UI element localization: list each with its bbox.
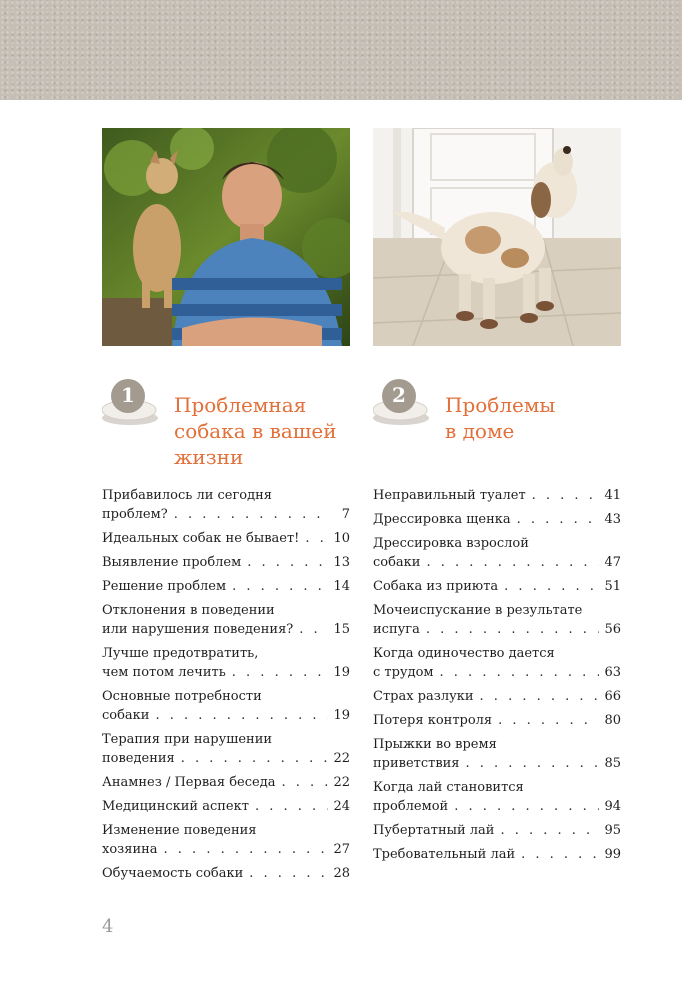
toc-entry-title: Дрессировка взрослой [373, 536, 529, 551]
toc-page-number: 51 [604, 579, 621, 594]
toc-chapter-2 [373, 486, 621, 869]
toc-entry[interactable] [373, 735, 621, 773]
man-with-dog-photo [102, 128, 350, 346]
chapter-number: 2 [392, 383, 406, 407]
toc-page-number: 14 [333, 579, 350, 594]
dot-leader [281, 773, 328, 792]
top-texture-band [0, 0, 682, 100]
toc-page-number: 94 [604, 799, 621, 814]
toc-entry-title: Выявление проблем [102, 555, 242, 570]
dot-leader [498, 711, 599, 730]
toc-entry[interactable] [373, 510, 621, 529]
toc-entry-title: поведения [102, 751, 175, 766]
toc-entry-title: проблемой [373, 799, 449, 814]
toc-entry-title: Когда лай становится [373, 780, 524, 795]
toc-entry-title: Потеря контроля [373, 713, 493, 728]
dot-leader [480, 687, 599, 706]
toc-page-number: 47 [604, 555, 621, 570]
toc-entry[interactable] [102, 797, 350, 816]
toc-entry[interactable] [373, 778, 621, 816]
dot-leader [466, 754, 599, 773]
toc-page-number: 66 [604, 689, 621, 704]
dot-leader [249, 864, 328, 883]
dot-leader [255, 797, 328, 816]
howling-dog-photo [373, 128, 621, 346]
toc-page-number: 7 [341, 507, 350, 522]
bowl-icon [102, 378, 166, 426]
toc-entry-title: приветствия [373, 756, 460, 771]
dot-leader [426, 553, 599, 572]
toc-page-number: 85 [604, 756, 621, 771]
dot-leader [504, 577, 599, 596]
toc-entry[interactable] [373, 577, 621, 596]
toc-entry[interactable] [102, 601, 350, 639]
toc-entry[interactable] [102, 529, 350, 548]
toc-page-number: 56 [604, 622, 621, 637]
toc-page-number: 99 [604, 847, 621, 862]
toc-entry[interactable] [102, 773, 350, 792]
toc-entry-title: Медицинский аспект [102, 799, 249, 814]
dot-leader [517, 510, 599, 529]
bowl-icon [373, 378, 437, 426]
toc-entry-title: Решение проблем [102, 579, 227, 594]
dot-leader [532, 486, 599, 505]
toc-page-number: 27 [333, 842, 350, 857]
toc-entry[interactable] [102, 864, 350, 883]
toc-page-number: 19 [333, 708, 350, 723]
dot-leader [426, 620, 599, 639]
toc-entry-title: Страх разлуки [373, 689, 474, 704]
toc-entry[interactable] [373, 644, 621, 682]
toc-chapter-1 [102, 486, 350, 888]
toc-page-number: 10 [333, 531, 350, 546]
toc-entry-title: Прибавилось ли сегодня [102, 488, 272, 503]
toc-entry-title: чем потом лечить [102, 665, 226, 680]
toc-entry[interactable] [373, 486, 621, 505]
toc-entry-title: Требовательный лай [373, 847, 516, 862]
toc-entry[interactable] [102, 577, 350, 596]
toc-page-number: 80 [604, 713, 621, 728]
toc-entry-title: Обучаемость собаки [102, 866, 244, 881]
toc-page-number: 19 [333, 665, 350, 680]
chapter-title: Проблемная собака в вашей жизни [174, 393, 337, 469]
toc-entry-title: проблем? [102, 507, 168, 522]
dot-leader [440, 663, 599, 682]
toc-entry-title: Идеальных собак не бывает! [102, 531, 300, 546]
toc-entry[interactable] [102, 553, 350, 572]
toc-entry-title: Лучше предотвратить, [102, 646, 259, 661]
toc-entry[interactable] [373, 534, 621, 572]
toc-entry-title: хозяина [102, 842, 158, 857]
dot-leader [247, 553, 328, 572]
dot-leader [232, 577, 328, 596]
toc-page-number: 22 [333, 751, 350, 766]
toc-entry-title: Собака из приюта [373, 579, 499, 594]
dot-leader [500, 821, 599, 840]
toc-entry-title: Анамнез / Первая беседа [102, 775, 276, 790]
toc-entry[interactable] [102, 486, 350, 524]
dot-leader [305, 529, 328, 548]
toc-entry-title: собаки [102, 708, 150, 723]
toc-entry-title: собаки [373, 555, 421, 570]
dot-leader [174, 505, 328, 524]
toc-entry-title: Отклонения в поведении [102, 603, 275, 618]
toc-entry-title: с трудом [373, 665, 434, 680]
dot-leader [155, 706, 328, 725]
toc-entry[interactable] [373, 821, 621, 840]
toc-page-number: 13 [333, 555, 350, 570]
dot-leader [521, 845, 599, 864]
toc-entry[interactable] [373, 711, 621, 730]
toc-entry-title: или нарушения поведения? [102, 622, 294, 637]
toc-entry-title: Пубертатный лай [373, 823, 495, 838]
page-number: 4 [102, 916, 114, 937]
toc-entry[interactable] [102, 821, 350, 859]
toc-page-number: 41 [604, 488, 621, 503]
toc-entry-title: Неправильный туалет [373, 488, 526, 503]
dot-leader [232, 663, 328, 682]
toc-page-number: 43 [604, 512, 621, 527]
dot-leader [454, 797, 599, 816]
dot-leader [181, 749, 328, 768]
dot-leader [299, 620, 328, 639]
toc-entry[interactable] [102, 644, 350, 682]
dot-leader [164, 840, 328, 859]
toc-entry[interactable] [373, 687, 621, 706]
toc-page-number: 63 [604, 665, 621, 680]
toc-entry-title: Терапия при нарушении [102, 732, 273, 747]
toc-entry[interactable] [102, 687, 350, 725]
chapter-number: 1 [121, 383, 135, 407]
toc-entry[interactable] [373, 601, 621, 639]
chapter-title: Проблемы в доме [445, 393, 556, 443]
toc-page-number: 24 [333, 799, 350, 814]
toc-page-number: 28 [333, 866, 350, 881]
toc-entry-title: Изменение поведения [102, 823, 257, 838]
toc-page-number: 15 [333, 622, 350, 637]
toc-entry-title: испуга [373, 622, 420, 637]
toc-entry-title: Прыжки во время [373, 737, 497, 752]
toc-entry-title: Когда одиночество дается [373, 646, 555, 661]
toc-entry[interactable] [102, 730, 350, 768]
toc-entry-title: Основные потребности [102, 689, 262, 704]
toc-entry-title: Дрессировка щенка [373, 512, 511, 527]
toc-page-number: 95 [604, 823, 621, 838]
toc-entry[interactable] [373, 845, 621, 864]
toc-entry-title: Мочеиспускание в результате [373, 603, 583, 618]
toc-page-number: 22 [333, 775, 350, 790]
